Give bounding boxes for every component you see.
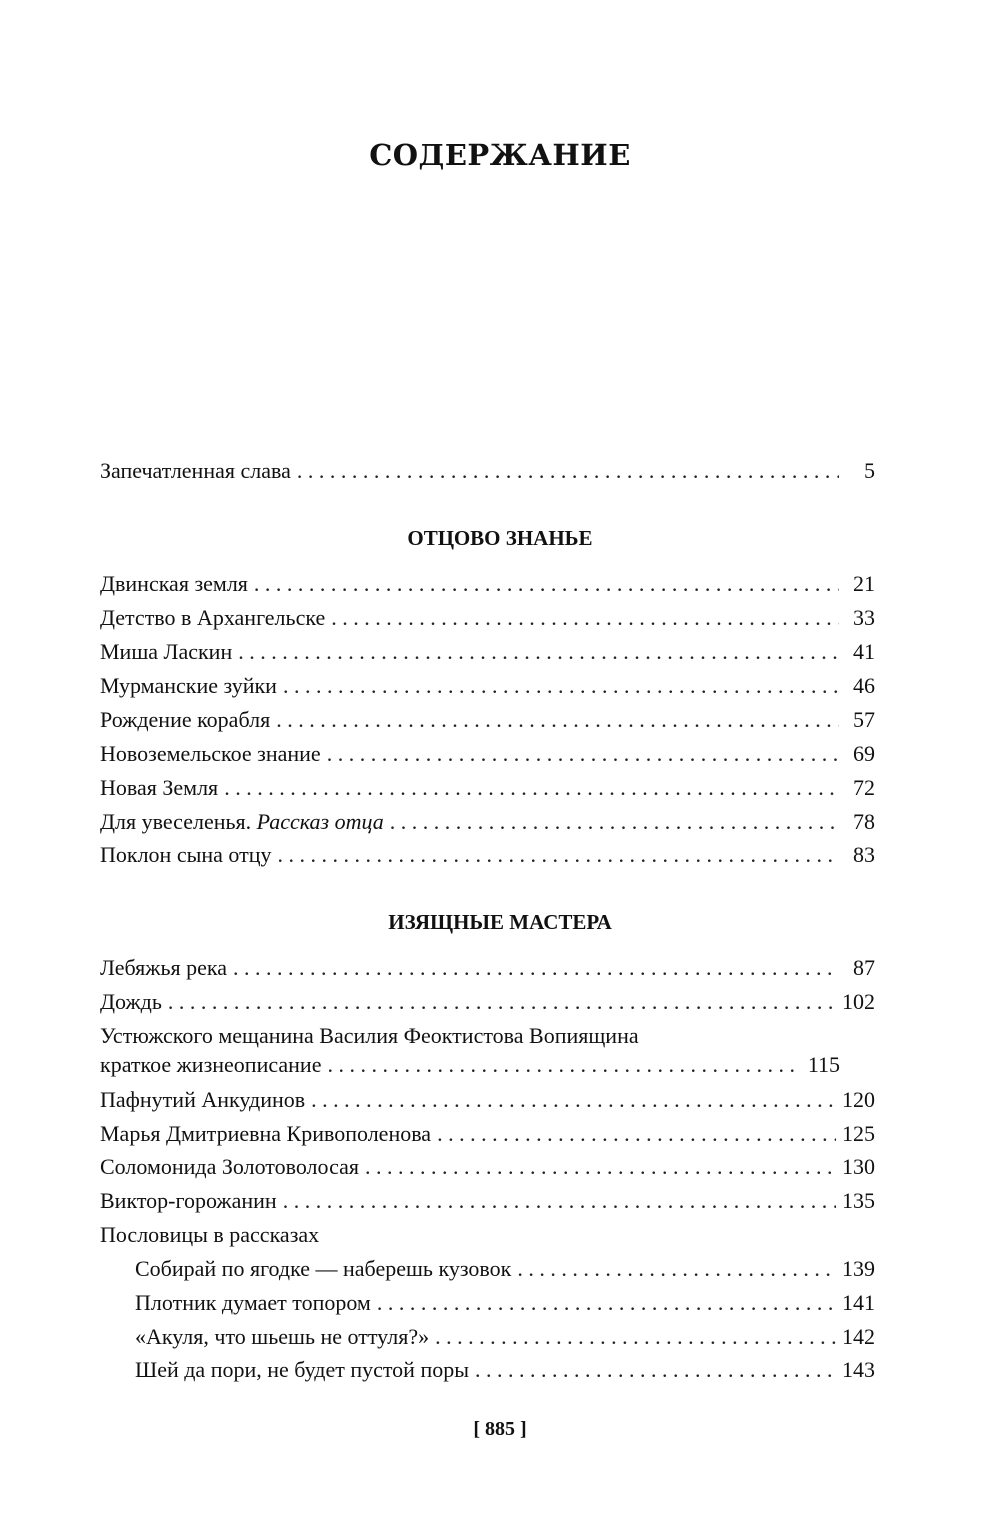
toc-entry-page: 135 (842, 1188, 875, 1213)
toc-entry-page: 143 (842, 1357, 875, 1382)
toc-entry-page: 142 (842, 1324, 875, 1349)
toc-entry-title: Новая Земля (100, 775, 219, 800)
leader-dots (365, 1152, 836, 1182)
toc-entry-title: Детство в Архангельске (100, 605, 326, 630)
toc-entry-page: 57 (853, 707, 875, 732)
leader-dots (517, 1254, 836, 1284)
leader-dots (437, 1119, 836, 1149)
toc-entry-title: Рождение корабля (100, 707, 271, 732)
toc-entry-page: 41 (853, 639, 875, 664)
toc-entry-title: Двинская земля (100, 571, 248, 596)
page-title: СОДЕРЖАНИЕ (369, 138, 631, 172)
toc-entry-title: Собирай по ягодке — наберешь кузовок (135, 1256, 512, 1281)
leader-dots (327, 1050, 801, 1080)
toc-subentry[interactable] (135, 1322, 875, 1352)
leader-dots (390, 807, 839, 837)
leader-dots (283, 1186, 836, 1216)
toc-entry[interactable] (100, 1119, 875, 1149)
leader-dots (475, 1355, 836, 1385)
toc-subentry[interactable] (135, 1355, 875, 1385)
toc-entry-page: 69 (853, 741, 875, 766)
toc-entry-title: Мурманские зуйки (100, 673, 277, 698)
leader-dots (377, 1288, 836, 1318)
toc-entry[interactable] (100, 807, 875, 837)
toc-entry-page: 102 (842, 989, 875, 1014)
toc-entry-title: Новоземельское знание (100, 741, 321, 766)
toc-entry-page: 83 (853, 842, 875, 867)
leader-dots (331, 603, 839, 633)
toc-entry-title: Устюжского мещанина Василия Феоктистова Вопиящина (100, 1023, 639, 1048)
toc-entry[interactable] (100, 953, 875, 983)
leader-dots (327, 739, 839, 769)
leader-dots (278, 840, 839, 870)
toc-entry-page: 141 (842, 1290, 875, 1315)
toc-entry-page: 125 (842, 1121, 875, 1146)
toc-entry-page: 33 (853, 605, 875, 630)
toc-entry-page: 46 (853, 673, 875, 698)
leader-dots (168, 987, 836, 1017)
toc-subentry[interactable] (135, 1254, 875, 1284)
page-number: [ 885 ] (473, 1418, 527, 1440)
toc-entry-title: Пафнутий Анкудинов (100, 1087, 306, 1112)
section-heading: ИЗЯЩНЫЕ МАСТЕРА (388, 910, 612, 934)
leader-dots (238, 637, 839, 667)
toc-entry-title-main: Для увеселенья. (100, 809, 252, 834)
toc-entry-title: Виктор-горожанин (100, 1188, 277, 1213)
toc-entry[interactable] (100, 603, 875, 633)
leader-dots (283, 671, 839, 701)
toc-entry[interactable] (100, 739, 875, 769)
toc-subentry[interactable] (135, 1288, 875, 1318)
leader-dots (311, 1085, 836, 1115)
toc-entry-title: «Акуля, что шьешь не оттуля?» (135, 1324, 430, 1349)
leader-dots (276, 705, 839, 735)
section-heading: ОТЦОВО ЗНАНЬЕ (407, 526, 593, 550)
toc-entry-intro[interactable] (100, 456, 875, 486)
toc-entry-continuation[interactable] (100, 1050, 840, 1080)
leader-dots (254, 569, 839, 599)
toc-entry[interactable] (100, 840, 875, 870)
toc-entry[interactable] (100, 1186, 875, 1216)
toc-entry-title-continued: краткое жизнеописание (100, 1052, 322, 1077)
toc-entry-title: Марья Дмитриевна Кривополенова (100, 1121, 432, 1146)
toc-entry[interactable] (100, 569, 875, 599)
leader-dots (297, 456, 839, 486)
toc-entry[interactable] (100, 987, 875, 1017)
toc-entry-page: 115 (807, 1052, 840, 1077)
toc-entry-title: Плотник думает топором (135, 1290, 371, 1315)
toc-entry[interactable] (100, 1085, 875, 1115)
toc-entry-first-line[interactable] (100, 1021, 875, 1051)
toc-entry-title: Дождь (100, 989, 162, 1014)
toc-entry-title: Пословицы в рассказах (100, 1222, 320, 1247)
toc-entry-title: Миша Ласкин (100, 639, 233, 664)
toc-entry-title: Шей да пори, не будет пустой поры (135, 1357, 470, 1382)
toc-entry-page: 120 (842, 1087, 875, 1112)
toc-entry-title: Запечатленная слава (100, 458, 291, 483)
leader-dots (435, 1322, 836, 1352)
toc-entry-page: 139 (842, 1256, 875, 1281)
leader-dots (233, 953, 839, 983)
leader-dots (224, 773, 839, 803)
toc-entry-page: 130 (842, 1154, 875, 1179)
toc-entry-page: 21 (853, 571, 875, 596)
toc-entry[interactable] (100, 637, 875, 667)
toc-subsection-heading[interactable] (100, 1220, 875, 1250)
toc-entry-title: Соломонида Золотоволосая (100, 1154, 360, 1179)
toc-entry-page: 78 (853, 809, 875, 834)
toc-entry[interactable] (100, 671, 875, 701)
toc-entry-title: Поклон сына отцу (100, 842, 272, 867)
toc-entry[interactable] (100, 773, 875, 803)
toc-entry-title-subtitle: Рассказ отца (256, 809, 384, 834)
toc-entry-page: 87 (853, 955, 875, 980)
toc-entry[interactable] (100, 705, 875, 735)
toc-entry-title: Лебяжья река (100, 955, 228, 980)
toc-entry[interactable] (100, 1152, 875, 1182)
toc-entry-page: 72 (853, 775, 875, 800)
toc-entry-page: 5 (864, 458, 875, 483)
toc-entry-title (100, 807, 384, 837)
